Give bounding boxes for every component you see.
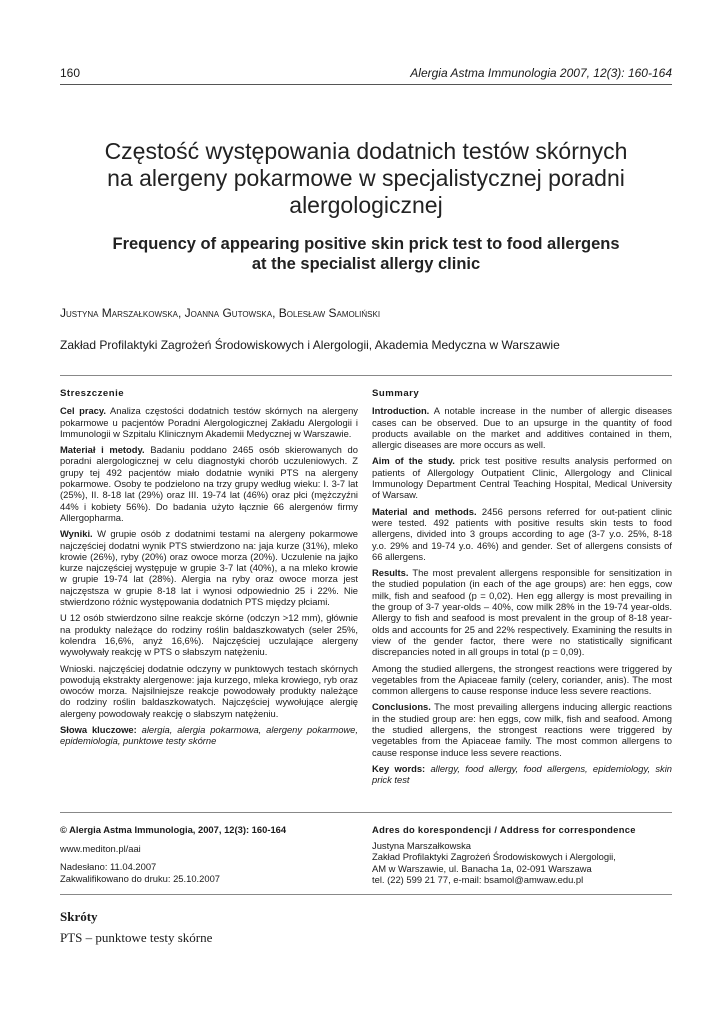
abstract-en-heading: Summary — [372, 388, 420, 399]
correspondence-contact: tel. (22) 599 21 77, e-mail: bsamol@amwaw.edu.pl — [372, 874, 584, 885]
abstract-pl-heading: Streszczenie — [60, 388, 125, 399]
abstract-pl-aim: Cel pracy. Analiza częstości dodatnich testów skórnych na alergeny pokarmowe u pacjentów Poradni Alergologicznej Zakładu Alergologii i Immunologii w Szpitalu Klinicznym Akademii Medycznej w Warszawie. — [60, 405, 358, 439]
divider-middle — [60, 812, 672, 813]
publication-info — [60, 824, 358, 884]
divider-bottom — [60, 894, 672, 895]
title-pl-line2: na alergeny pokarmowe w specjalistycznej poradni — [107, 165, 625, 191]
date-sent: Nadesłano: 11.04.2007 — [60, 861, 157, 872]
title-pl-line1: Częstość występowania dodatnich testów skórnych — [104, 138, 628, 164]
journal-citation: Alergia Astma Immunologia 2007, 12(3): 160-164 — [410, 66, 672, 80]
abstract-en-intro: Introduction. A notable increase in the number of allergic diseases cases can be observed. Due to an upsurge in the quantity of food products available on the market and additives contained in them, allergic diseases are more occurs as well. — [372, 405, 672, 451]
date-accepted: Zakwalifikowano do druku: 25.10.2007 — [60, 872, 220, 884]
title-polish — [60, 138, 672, 219]
abstract-en-methods: Material and methods. 2456 persons referred for out-patient clinic were tested. 492 patients with positive results skin tests to food allergens, divided into 3 groups according to age (3-7 y.o. 25%, 8-18 y.o. 29% and 19-74 y.o. 46%) and gender. Set of allergens consists of 66 allergens. — [372, 505, 672, 562]
abstract-pl-methods: Materiał i metody. Badaniu poddano 2465 osób skierowanych do poradni alergologicznej w celu diagnostyki chorób uczuleniowych. Z grupy tej 492 pacjentów miało dodatnie wyniki PTS na alergeny pokarmowe. Osoby te podzielono na trzy grupy według wieku: I. 3-7 lat (25%), II. 8-18 lat (29%) oraz III. 19-74 lat (46%) oraz płci (mężczyźni 44% i kobiety 56%). Do badania użyto łącznie 66 alergenów firmy Allergopharma. — [60, 444, 358, 523]
correspondence-street: AM w Warszawie, ul. Banacha 1a, 02-091 Warszawa — [372, 862, 592, 874]
authors: Justyna Marszałkowska, Joanna Gutowska, Bolesław Samoliński — [60, 306, 381, 320]
correspondence-dept: Zakład Profilaktyki Zagrożeń Środowiskowych i Alergologii, — [372, 851, 616, 862]
correspondence-heading: Adres do korespondencji / Address for correspondence — [372, 824, 636, 835]
abstract-en-keywords: Key words: allergy, food allergy, food allergens, epidemiology, skin prick test — [372, 762, 672, 786]
abstract-en-aim: Aim of the study. prick test positive results analysis performed on patients of Allergology Outpatient Clinic, Allergology and Clinical Immunology Department Central Teaching Hospital, Medical University of Warsaw. — [372, 455, 672, 501]
abstract-en-results: Results. The most prevalent allergens responsible for sensitization in the studied population (in each of the age groups) are: hen eggs, cow milk, fish and seafood (p = 0,02). Hen egg allergy is most prevailing in the group of 3-7 year-olds – 40%, cow milk 28% in the 19-74 year-olds. Allergy to fish and seafood is most prevalent in the group of 8-18 year-olds and accounts for 25 and 22% respectively. Examining the results in view of the gender factor, there were no statistically significant discrepancies noted in all groups in total (p = 0,09). — [372, 567, 672, 658]
running-header — [60, 64, 672, 85]
title-en-line1: Frequency of appearing positive skin prick test to food allergens — [112, 235, 620, 253]
journal-url[interactable]: www.mediton.pl/aai — [60, 842, 141, 854]
correspondence-name: Justyna Marszałkowska — [372, 839, 471, 851]
abbreviations-heading: Skróty — [60, 909, 98, 924]
affiliation: Zakład Profilaktyki Zagrożeń Środowiskowych i Alergologii, Akademia Medyczna w Warszawie — [60, 338, 560, 352]
abstract-pl-results: Wyniki. W grupie osób z dodatnimi testami na alergeny pokarmowe najczęściej dodatni wynik PTS stwierdzono na: jaja kurze (31%), mleko krowie (26%), ryby (20%) oraz owoce morza (20%). Uczulenie na jajko kurze najczęściej występuje w grupie 3-7 lat (40%), a na mleko krowie w grupie 19-74 lat (28%). Alergia na ryby oraz owoce morza jest najczęstsza w grupie 8-18 lat i wynosi odpowiednio 25 i 22%. Nie stwierdzono różnic występowania dodatnich PTS między płciami. — [60, 528, 358, 608]
divider-top — [60, 375, 672, 376]
abbreviation-item: PTS – punktowe testy skórne — [60, 930, 213, 945]
abstract-polish — [60, 388, 358, 752]
abstract-en-conclusions: Conclusions. The most prevailing allergens inducing allergic reactions in the studied group are: hen eggs, cow milk, fish and seafood. Among the studied allergens, the strongest reactions were triggered by vegetables from the Apiaceae family. The most common allergens to cause response induce less severe reactions. — [372, 701, 672, 758]
abstract-pl-conclusions: Wnioski. najczęściej dodatnie odczyny w punktowych testach skórnych powodują ekstrakty alergenowe: jaja kurzego, mleka krowiego, ryb oraz owoców morza. Najsilniejsze reakcje powodowały produkty należące do rodziny roślin baldaszkowatych. Najczęściej wywołujące alergię alergeny powodowały reakcję o słabszym natężeniu. — [60, 662, 358, 719]
title-en-line2: at the specialist allergy clinic — [251, 255, 481, 273]
correspondence-address — [372, 824, 672, 886]
copyright: © Alergia Astma Immunologia, 2007, 12(3): 160-164 — [60, 824, 287, 835]
title-english — [60, 234, 672, 274]
title-pl-line3: alergologicznej — [289, 192, 443, 218]
abstract-pl-results-2: U 12 osób stwierdzono silne reakcje skórne (odczyn >12 mm), głównie na produkty należące do rodziny roślin baldaszkowatych (seler 25%, kolendra 16,6%, anyż 16,6%). Najczęściej uczulające alergeny wywoływały reakcję w PTS o słabszym natężeniu. — [60, 612, 358, 658]
abstract-pl-keywords: Słowa kluczowe: alergia, alergia pokarmowa, alergeny pokarmowe, epidemiologia, punktowe testy skórne — [60, 724, 358, 747]
page-number: 160 — [60, 66, 81, 80]
abstract-en-results-2: Among the studied allergens, the strongest reactions were triggered by vegetables from the Apiaceae family (celery, coriander, anis). The most common allergens to cause response induce less severe reactions. — [372, 662, 672, 697]
abstract-english — [372, 388, 672, 791]
